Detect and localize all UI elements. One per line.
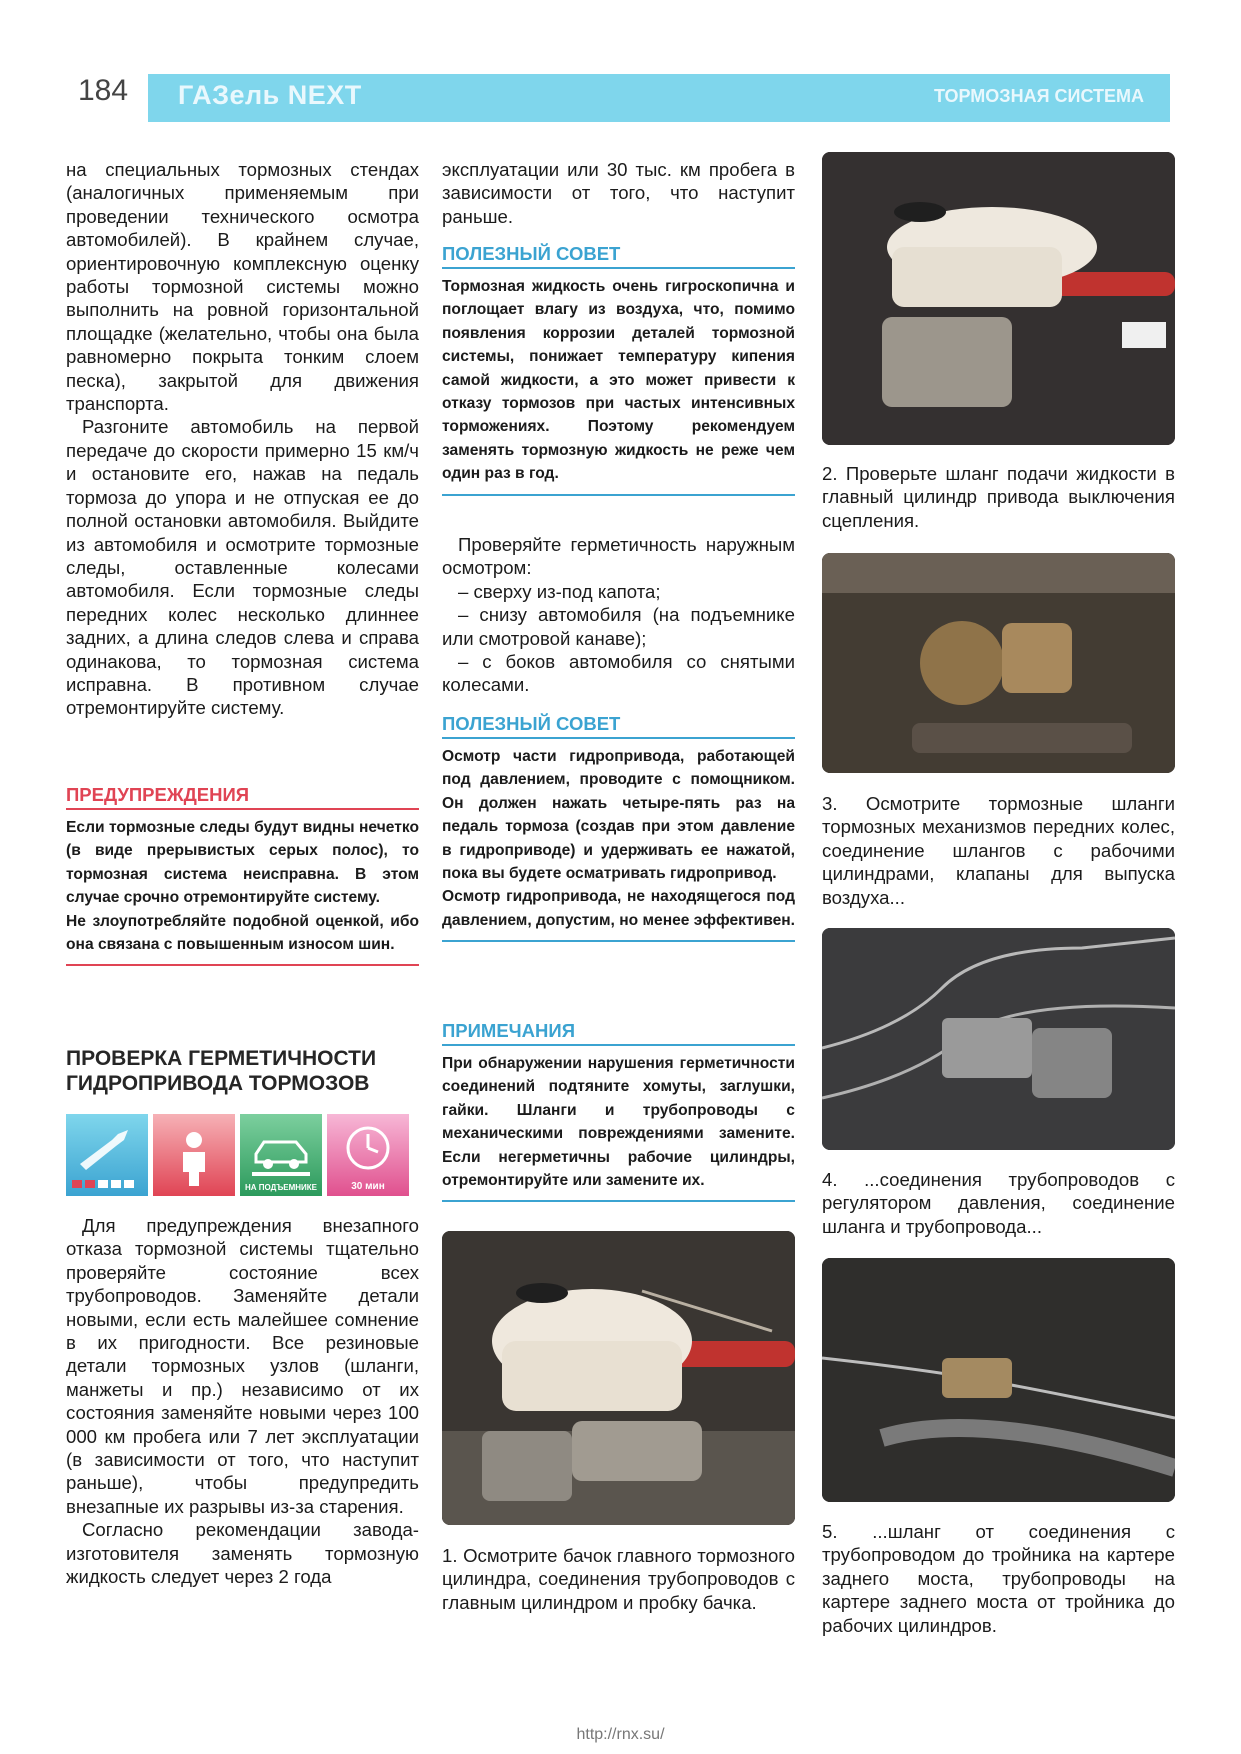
col1-paragraph: Для предупреждения внезапного отказа тормозной системы тщательно проверяйте состояние всех трубопроводов. Заменяйте детали новыми, если есть малейшее сомнение в их пригодности. Все резиновые детали тормозных узлов (шланги, манжеты и пр.) независимо от их состояния заменяйте новыми через 100 000 км пробега или 7 лет эксплуатации (в зависимости от того, что наступит раньше), чтобы предупредить внезапные их разрывы из-за старения. <box>66 1215 419 1517</box>
warning-title: ПРЕДУПРЕЖДЕНИЯ <box>66 784 419 810</box>
difficulty-icon <box>66 1114 148 1196</box>
time-icon-label: 30 мин <box>351 1181 385 1192</box>
photo-front-brake <box>822 553 1175 773</box>
col1-paragraph: Согласно рекомендации завода-изготовителя заменять тормозную жидкость следует через 2 года <box>66 1519 419 1588</box>
caption-1: 1. Осмотрите бачок главного тормозного цилиндра, соединения трубопроводов с главным цилиндром и пробку бачка. <box>442 1545 795 1613</box>
col1-paragraph: Разгоните автомобиль на первой передаче до скорости примерно 15 км/ч и остановите его, нажав на педаль тормоза до упора и не отпуская ее до полной остановки автомобиля. Выйдите из автомобиля и осмотрите тормозные следы, оставленные колесами автомобиля. Если тормозные следы передних колес несколько длиннее задних, а длина следов слева и справа одинакова, то тормозная система исправна. В противном случае отремонтируйте систему. <box>66 416 419 719</box>
photo-pressure-regulator <box>822 928 1175 1150</box>
col2-paragraph: Проверяйте герметичность наружным осмотром: <box>442 534 795 579</box>
footer-url: http://rnx.su/ <box>576 1726 665 1743</box>
check-list-item: – снизу автомобиля (на подъемнике или смотровой канаве); <box>442 604 795 649</box>
photo-master-cylinder <box>442 1231 795 1525</box>
warning-box <box>66 784 419 966</box>
section-title-line: ГИДРОПРИВОДА ТОРМОЗОВ <box>66 1072 370 1095</box>
col1-paragraph: на специальных тормозных стендах (аналогичных применяемым при проведении технического осмотра автомобилей). В крайнем случае, ориентировочную комплексную оценку работы тормозной системы можно выполнить на ровной горизонтальной площадке (желательно, чтобы она была равномерно покрыта тонким слоем песка), закрытой для движения транспорта. <box>66 159 419 415</box>
page-number: 184 <box>78 74 129 107</box>
notes-box <box>442 1020 795 1202</box>
section-title-line: ПРОВЕРКА ГЕРМЕТИЧНОСТИ <box>66 1047 377 1070</box>
col1-intro <box>66 158 419 720</box>
col2-intro <box>442 158 795 228</box>
check-list-item: – сверху из-под капота; <box>458 580 661 602</box>
clock-icon <box>327 1114 409 1196</box>
tip-title: ПОЛЕЗНЫЙ СОВЕТ <box>442 243 795 269</box>
caption-5: 5. ...шланг от соединения с трубопроводом до тройника на картере заднего моста, трубопроводы на картере заднего моста от тройника до рабочих цилиндров. <box>822 1521 1175 1636</box>
person-icon <box>153 1114 235 1196</box>
notes-text: При обнаружении нарушения герметичности соединений подтяните хомуты, заглушки, гайки. Шланги и трубопроводы с механическими повреждениями замените. Если негерметичны рабочие цилиндры, отремонтируйте или замените их. <box>442 1055 795 1190</box>
lift-icon-label: НА ПОДЪЕМНИКЕ <box>244 1183 318 1192</box>
col2-checks <box>442 533 795 697</box>
tip-box-1 <box>442 243 795 496</box>
header-bar <box>148 74 1170 122</box>
caption-4: 4. ...соединения трубопроводов с регулятором давления, соединение шланга и трубопровода... <box>822 1169 1175 1237</box>
check-list-item: – с боков автомобиля со снятыми колесами. <box>442 651 795 696</box>
col1-body <box>66 1214 419 1589</box>
tip-body <box>442 745 795 942</box>
tip-text: Осмотр гидропривода, не находящегося под давлением, допустим, но менее эффективен. <box>442 888 795 929</box>
warning-text: Не злоупотребляйте подобной оценкой, ибо она связана с повышенным износом шин. <box>66 912 419 954</box>
section-name: ТОРМОЗНАЯ СИСТЕМА <box>933 86 1144 106</box>
tip-title: ПОЛЕЗНЫЙ СОВЕТ <box>442 713 795 739</box>
caption-3: 3. Осмотрите тормозные шланги тормозных механизмов передних колес, соединение шлангов с рабочими цилиндрами, клапаны для выпуска воздуха... <box>822 793 1175 908</box>
caption-2: 2. Проверьте шланг подачи жидкости в главный цилиндр привода выключения сцепления. <box>822 463 1175 531</box>
notes-body <box>442 1052 795 1202</box>
notes-title: ПРИМЕЧАНИЯ <box>442 1020 795 1046</box>
section-title <box>66 1046 419 1096</box>
warning-text: Если тормозные следы будут видны нечетко (в виде прерывистых серых полос), то тормозная система неисправна. В этом случае срочно отремонтируйте систему. <box>66 819 419 907</box>
lift-icon <box>240 1114 322 1196</box>
warning-body <box>66 816 419 966</box>
tip-body <box>442 275 795 496</box>
tip-text: Тормозная жидкость очень гигроскопична и поглощает влагу из воздуха, что, помимо появления коррозии деталей тормозной системы, понижает температуру кипения самой жидкости, а это может привести к отказу тормозов при частых интенсивных торможениях. Поэтому рекомендуем заменять тормозную жидкость не реже чем один раз в год. <box>442 278 795 483</box>
col2-paragraph: эксплуатации или 30 тыс. км пробега в зависимости от того, что наступит раньше. <box>442 159 795 227</box>
photo-rear-axle <box>822 1258 1175 1502</box>
book-logo: ГАЗель NEXT <box>178 80 362 110</box>
tip-text: Осмотр части гидропривода, работающей под давлением, проводите с помощником. Он должен нажать четыре-пять раз на педаль тормоза (создав при этом давление в гидроприводе) и удерживать ее нажатой, пока вы будете осматривать гидропривод. <box>442 748 795 883</box>
photo-clutch-hose <box>822 152 1175 445</box>
tip-box-2 <box>442 713 795 942</box>
